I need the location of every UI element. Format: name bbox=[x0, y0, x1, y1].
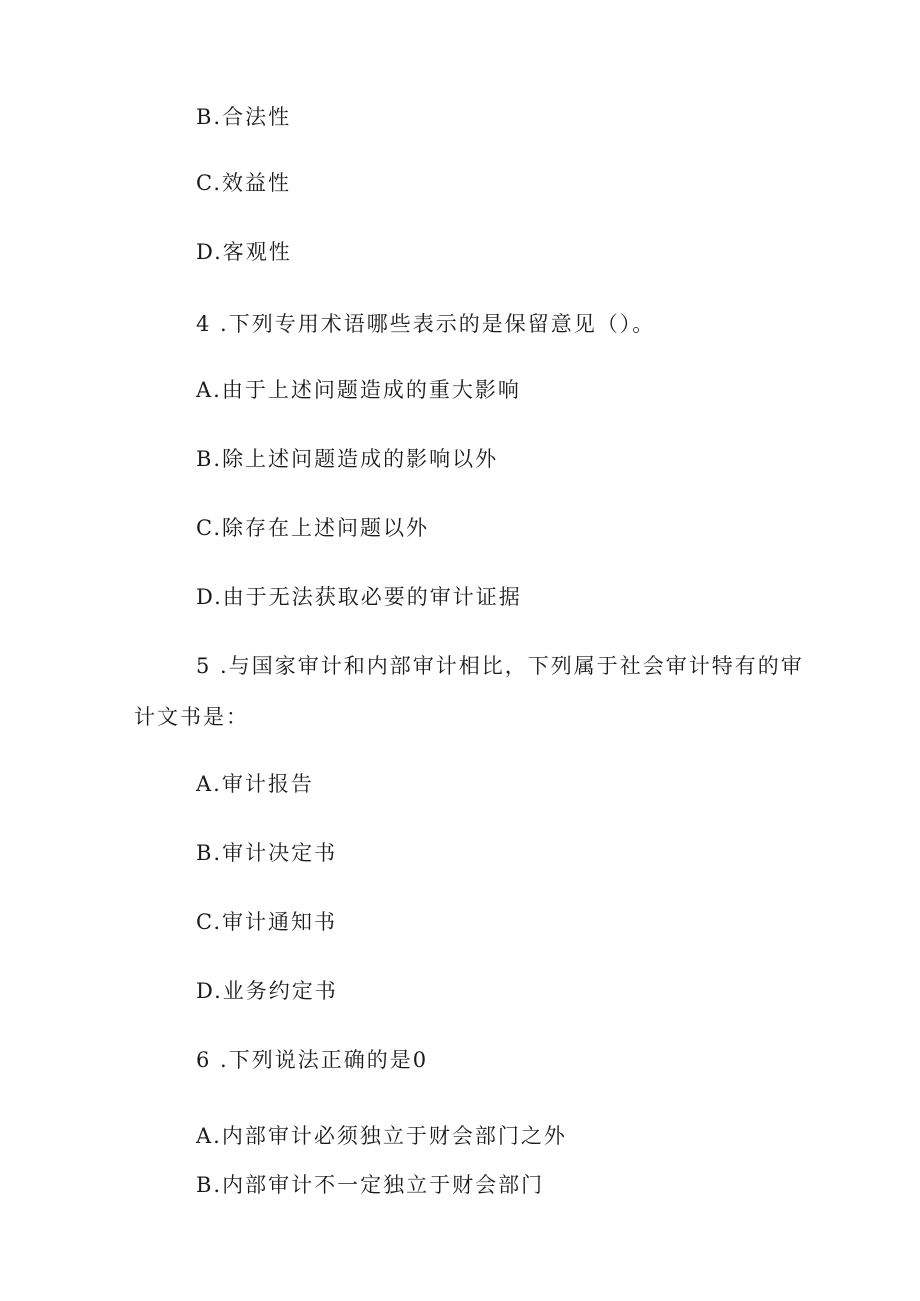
question-3-option-c: C.效益性 bbox=[196, 171, 291, 195]
question-4-option-a: A.由于上述问题造成的重大影响 bbox=[196, 378, 521, 402]
question-5-option-a: A.审计报告 bbox=[196, 772, 314, 796]
question-5-stem-line-1: 5 .与国家审计和内部审计相比，下列属于社会审计特有的审 bbox=[196, 654, 804, 678]
question-6-option-a: A.内部审计必须独立于财会部门之外 bbox=[196, 1124, 567, 1148]
question-4-option-c: C.除存在上述问题以外 bbox=[196, 516, 429, 540]
question-4-option-d: D.由于无法获取必要的审计证据 bbox=[196, 585, 522, 609]
question-6-stem: 6 .下列说法正确的是0 bbox=[196, 1048, 429, 1072]
question-6-option-b: B.内部审计不一定独立于财会部门 bbox=[196, 1173, 545, 1197]
question-3-option-b: B.合法性 bbox=[196, 105, 292, 129]
question-4-stem: 4 .下列专用术语哪些表示的是保留意见（）。 bbox=[196, 312, 656, 336]
question-3-option-d: D.客观性 bbox=[196, 240, 292, 264]
question-5-stem-line-2: 计文书是： bbox=[134, 705, 249, 729]
question-5-option-d: D.业务约定书 bbox=[196, 979, 338, 1003]
question-5-option-b: B.审计决定书 bbox=[196, 841, 338, 865]
question-4-option-b: B.除上述问题造成的影响以外 bbox=[196, 447, 499, 471]
question-5-option-c: C.审计通知书 bbox=[196, 910, 337, 934]
